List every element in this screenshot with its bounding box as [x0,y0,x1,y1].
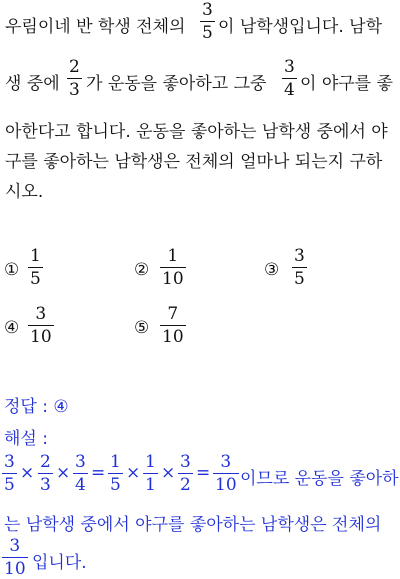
question-line-3: 아한다고 합니다. 운동을 좋아하는 남학생 중에서 야 [5,122,388,142]
expr-frac-6: 3 2 [180,452,191,496]
choice-2-marker[interactable]: ② [134,260,150,280]
explanation-text-c: 입니다. [32,553,87,573]
question-line-2b: 가 운동을 좋아하고 그중 [86,74,267,94]
question-line-1b: 이 남학생입니다. 남학 [218,17,383,37]
expr-frac-3: 3 4 [75,452,86,496]
choice-5-marker[interactable]: ⑤ [134,318,150,338]
question-line-1a: 우림이네 반 학생 전체의 [5,17,186,37]
question-line-2c: 이 야구를 좋 [300,74,393,94]
op-times: × [20,463,35,483]
op-equals: = [91,463,106,483]
explanation-label: 해설 : [4,429,48,449]
fraction-3-5: 3 5 [202,0,213,44]
expr-frac-4: 1 5 [110,452,121,496]
question-line-5: 시오. [5,182,44,202]
choice-3-marker[interactable]: ③ [264,260,280,280]
choice-1-fraction[interactable]: 1 5 [30,246,41,290]
expr-frac-2: 2 3 [40,452,51,496]
fraction-3-4: 3 4 [284,57,295,101]
question-line-2a: 생 중에 [5,74,60,94]
explanation-text-a: 이므로 운동을 좋아하 [240,469,399,489]
op-times: × [126,463,141,483]
op-times: × [56,463,71,483]
question-line-4: 구를 좋아하는 남학생은 전체의 얼마나 되는지 구하 [5,152,383,172]
expr-frac-7: 3 10 [215,452,237,496]
choice-3-fraction[interactable]: 3 5 [294,246,305,290]
op-equals: = [196,463,211,483]
expr-frac-5: 1 1 [145,452,156,496]
answer-label: 정답 : ④ [4,397,69,417]
choice-4-fraction[interactable]: 3 10 [30,304,52,348]
choice-4-marker[interactable]: ④ [4,318,20,338]
choice-1-marker[interactable]: ① [4,260,20,280]
fraction-2-3: 2 3 [69,57,80,101]
choice-2-fraction[interactable]: 1 10 [162,246,184,290]
final-fraction: 3 10 [4,536,26,579]
choice-5-fraction[interactable]: 7 10 [162,304,184,348]
expr-frac-1: 3 5 [4,452,15,496]
explanation-text-b: 는 남학생 중에서 야구를 좋아하는 남학생은 전체의 [4,515,382,535]
op-times: × [161,463,176,483]
